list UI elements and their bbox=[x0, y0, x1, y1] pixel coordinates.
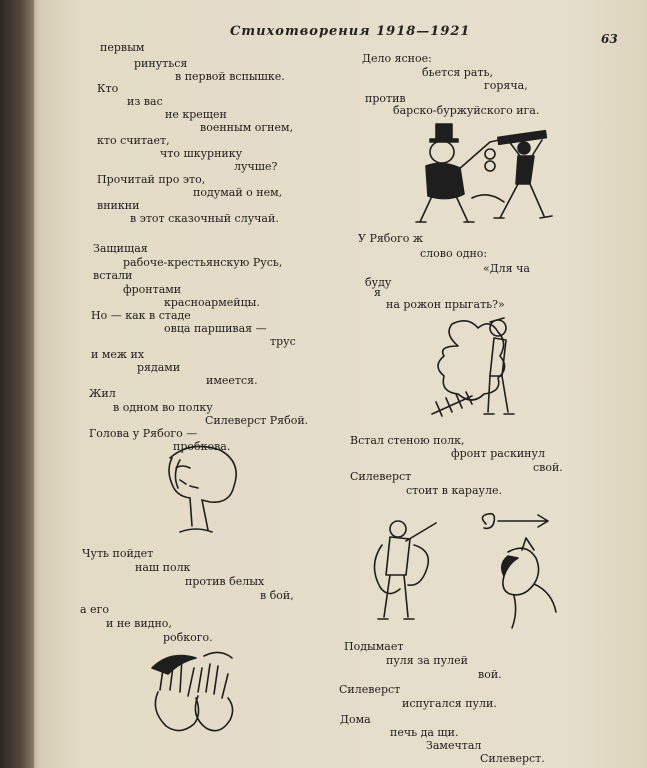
left-line: трус bbox=[270, 335, 296, 348]
right-line: стоит в карауле. bbox=[406, 484, 502, 497]
head-looking-up-at-bullet-icon bbox=[478, 512, 590, 632]
left-line: в первой вспышке. bbox=[175, 70, 285, 83]
right-line: вой. bbox=[478, 668, 502, 681]
left-line: в бой, bbox=[260, 589, 294, 602]
right-line: барско-буржуйского ига. bbox=[393, 104, 540, 117]
left-line: не крещен bbox=[165, 108, 227, 121]
left-line: подумай о нем, bbox=[193, 186, 283, 199]
left-line: вникни bbox=[97, 199, 140, 212]
left-line: и меж их bbox=[91, 348, 145, 361]
left-line: в этот сказочный случай. bbox=[130, 212, 279, 225]
left-line: Защищая bbox=[93, 242, 148, 255]
right-line: бьется рать, bbox=[422, 66, 493, 79]
two-figures-fight-icon bbox=[412, 122, 562, 227]
left-line: военным огнем, bbox=[200, 121, 294, 134]
right-line: У Рябого ж bbox=[358, 232, 424, 245]
left-line: Чуть пойдет bbox=[82, 547, 154, 560]
right-line: Силеверст. bbox=[480, 752, 545, 765]
right-line: на рожон прыгать?» bbox=[386, 298, 505, 311]
right-line: «Для ча bbox=[483, 262, 530, 275]
left-line: рядами bbox=[137, 361, 181, 374]
left-line: овца паршивая — bbox=[164, 322, 267, 335]
right-line: против bbox=[365, 92, 406, 105]
left-line: Но — как в стаде bbox=[91, 309, 191, 322]
left-line: пробкова. bbox=[173, 440, 231, 453]
right-line: я bbox=[374, 286, 381, 299]
left-line: что шкурнику bbox=[160, 147, 243, 160]
hands-raised-icon bbox=[140, 640, 240, 740]
right-line: свой. bbox=[533, 461, 563, 474]
book-spine bbox=[0, 0, 34, 768]
right-line: Дело ясное: bbox=[362, 52, 432, 65]
left-line: имеется. bbox=[206, 374, 258, 387]
right-line: Замечтал bbox=[426, 739, 482, 752]
running-header: Стихотворения 1918—1921 bbox=[230, 24, 471, 39]
sentry-with-rifle-icon bbox=[362, 515, 442, 627]
right-line: Подымает bbox=[344, 640, 404, 653]
left-line: ринуться bbox=[134, 57, 188, 70]
left-line: фронтами bbox=[123, 283, 182, 296]
right-line: Силеверст bbox=[339, 683, 401, 696]
left-line: кто считает, bbox=[97, 134, 170, 147]
left-line: против белых bbox=[185, 575, 265, 588]
left-line: а его bbox=[80, 603, 109, 616]
left-line: лучше? bbox=[234, 160, 278, 173]
right-line: пуля за пулей bbox=[386, 654, 468, 667]
left-line: наш полк bbox=[135, 561, 191, 574]
right-line: печь да щи. bbox=[390, 726, 459, 739]
right-line: испугался пули. bbox=[402, 697, 497, 710]
left-line: и не видно, bbox=[106, 617, 172, 630]
right-line: Встал стеною полк, bbox=[350, 434, 465, 447]
right-line: слово одно: bbox=[420, 247, 488, 260]
left-line: красноармейцы. bbox=[164, 296, 260, 309]
left-line: первым bbox=[100, 41, 145, 54]
ryaboy-head-portrait-icon bbox=[150, 440, 245, 540]
page-number: 63 bbox=[601, 32, 618, 46]
left-line: встали bbox=[93, 269, 133, 282]
right-line: Силеверст bbox=[350, 470, 412, 483]
left-line: из вас bbox=[127, 95, 163, 108]
right-line: буду bbox=[365, 276, 392, 289]
left-line: Кто bbox=[97, 82, 119, 95]
left-line: Жил bbox=[89, 387, 116, 400]
left-line: в одном во полку bbox=[113, 401, 213, 414]
left-line: Прочитай про это, bbox=[97, 173, 206, 186]
right-line: горяча, bbox=[484, 79, 528, 92]
coward-hiding-behind-bush-icon bbox=[428, 316, 538, 424]
right-line: фронт раскинул bbox=[451, 447, 545, 460]
left-line: рабоче-крестьянскую Русь, bbox=[123, 256, 283, 269]
left-line: Голова у Рябого — bbox=[89, 427, 198, 440]
left-line: Силеверст Рябой. bbox=[205, 414, 309, 427]
right-line: Дома bbox=[340, 713, 371, 726]
left-line: робкого. bbox=[163, 631, 213, 644]
